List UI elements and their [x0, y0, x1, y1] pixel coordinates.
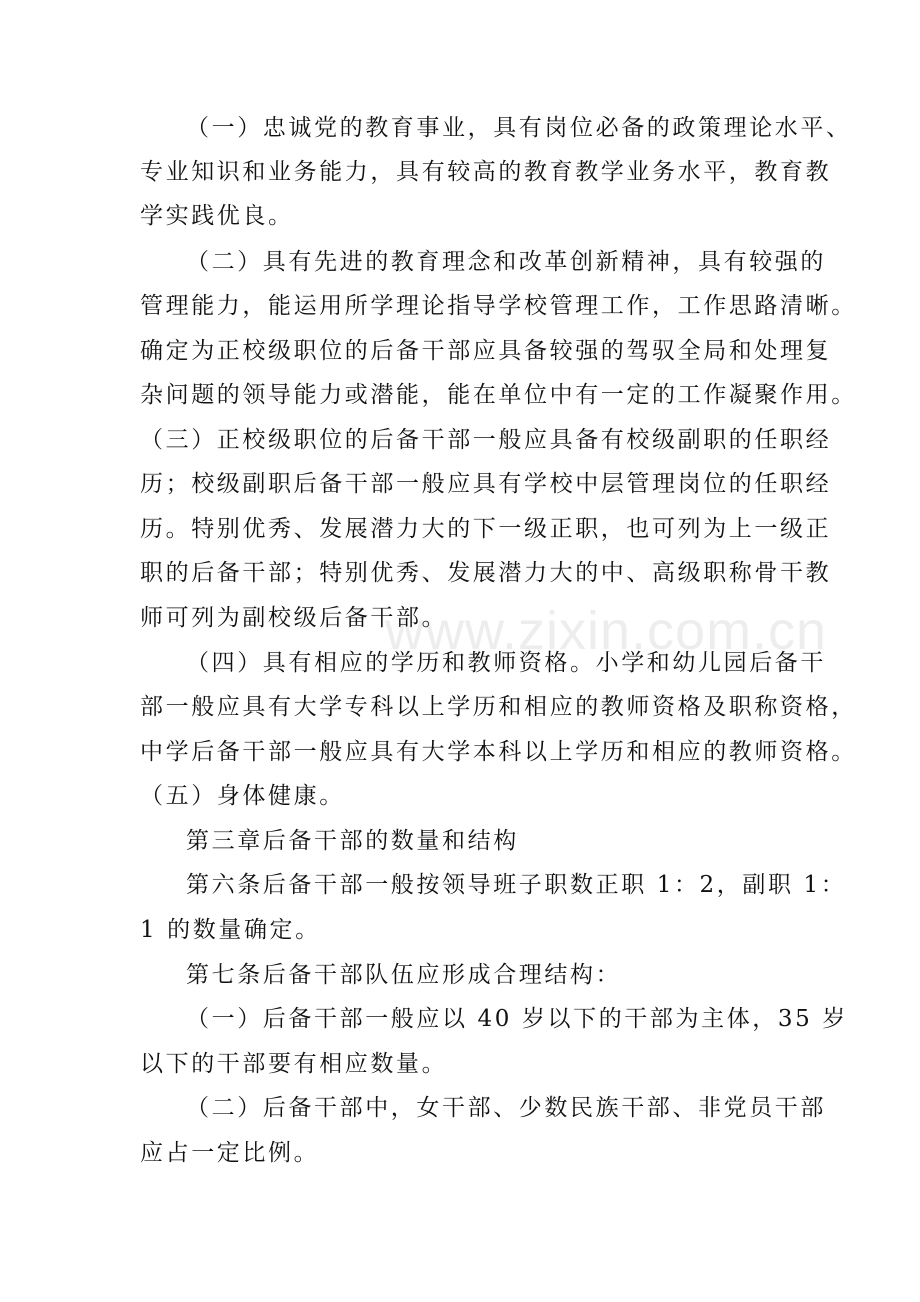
text-line: 杂问题的领导能力或潜能，能在单位中有一定的工作凝聚作用。: [140, 382, 857, 408]
text-line: （二）后备干部中，女干部、少数民族干部、非党员干部: [186, 1095, 826, 1121]
text-line: （四）具有相应的学历和教师资格。小学和幼儿园后备干: [186, 650, 826, 676]
text-line: （一）后备干部一般应以 40 岁以下的干部为主体，35 岁: [186, 1006, 848, 1032]
text-line: 以下的干部要有相应数量。: [140, 1051, 448, 1077]
text-line: 第七条后备干部队伍应形成合理结构：: [186, 962, 622, 988]
text-line: （三）正校级职位的后备干部一般应具备有校级副职的任职经: [140, 427, 832, 453]
text-line: 职的后备干部；特别优秀、发展潜力大的中、高级职称骨干教: [140, 560, 832, 586]
text-line: （五）身体健康。: [140, 783, 345, 809]
text-line: 历。特别优秀、发展潜力大的下一级正职，也可列为上一级正: [140, 516, 832, 542]
text-line: （一）忠诚党的教育事业，具有岗位必备的政策理论水平、: [186, 115, 852, 141]
text-line: 管理能力，能运用所学理论指导学校管理工作，工作思路清晰。: [140, 293, 857, 319]
watermark: www.zixin.com.cn: [385, 601, 828, 661]
text-line: （二）具有先进的教育理念和改革创新精神，具有较强的: [186, 249, 826, 275]
text-line: 第六条后备干部一般按领导班子职数正职 1：2，副职 1：: [186, 872, 847, 898]
text-line: 确定为正校级职位的后备干部应具备较强的驾驭全局和处理复: [140, 338, 832, 364]
text-line: 中学后备干部一般应具有大学本科以上学历和相应的教师资格。: [140, 739, 857, 765]
text-line: 部一般应具有大学专科以上学历和相应的教师资格及职称资格，: [140, 694, 857, 720]
text-line: 学实践优良。: [140, 203, 294, 229]
text-line: 专业知识和业务能力，具有较高的教育教学业务水平，教育教: [140, 159, 832, 185]
text-line: 历；校级副职后备干部一般应具有学校中层管理岗位的任职经: [140, 471, 832, 497]
text-line: 师可列为副校级后备干部。: [140, 605, 448, 631]
text-line: 应占一定比例。: [140, 1140, 320, 1166]
section-heading: 第三章后备干部的数量和结构: [186, 828, 519, 854]
text-line: 1 的数量确定。: [140, 917, 321, 943]
